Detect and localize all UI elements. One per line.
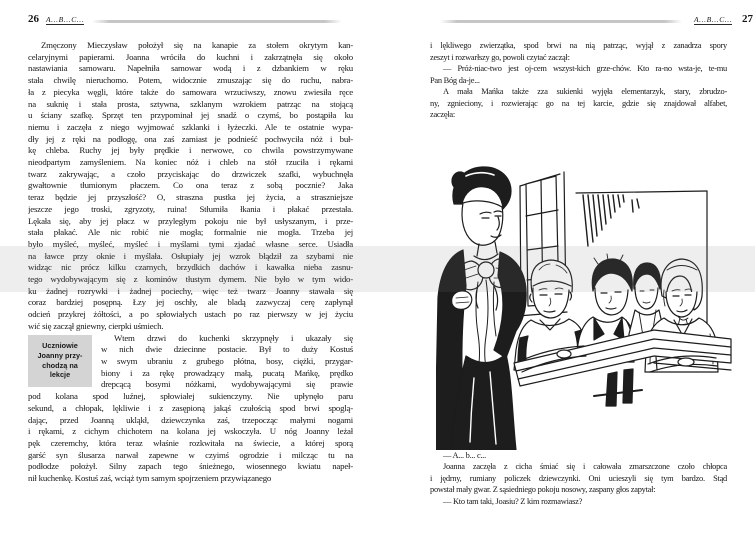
- text-line: ku żadnej rozrywki i żadnej pociechy, więc też twarz Joanny stawała się: [28, 285, 353, 296]
- paragraph: [430, 63, 727, 86]
- text-line: zeszyt i rozwarłszy go, powoli czytać zaczął:: [430, 52, 570, 62]
- text-line: — Kto tam taki, Joasiu? Z kim rozmawiasz?: [443, 496, 583, 506]
- margin-note-line: Joanny przy-: [37, 350, 83, 360]
- teacher-figure: [436, 166, 526, 449]
- text-line: niemu i zaczęła z niego wyjmować szklanki i łyżeczki. Ale te ostatnie wypa-: [28, 121, 353, 132]
- text-line: podłodze położył. Silny zapach tego śnieżnego, wiosennego kwiatu napeł-: [28, 461, 353, 472]
- text-line: jeszcze jego troski, zgryzoty, ruina! Stłumiła łkania i płakać przestała.: [28, 203, 353, 214]
- text-line: i jędrny, rumiany policzek dziewczynki. Oni ucieszyli się tym bardzo. Stąd: [430, 473, 727, 483]
- paragraph: [430, 461, 727, 496]
- paragraph: [430, 40, 727, 63]
- text-line: powstał mały gwar. Z sąsiedniego pokoju nosowy, zaspany głos zapytał:: [430, 485, 656, 494]
- text-line: garść syn ślusarza narwał zapewne w czyimś ogrodzie i milcząc tu na: [28, 449, 353, 460]
- text-line: na ławce przy oknie i myślała. Osłupiały jej wzrok błądził za szybami nie: [28, 250, 353, 261]
- text-line: było myśleć, myśleć, myśleć i myślami tymi zjadać własne serce. Usiadła: [28, 238, 353, 249]
- text-line: Wtem drzwi do kuchenki skrzypnęły i ukazały się: [114, 332, 353, 343]
- text-line: Joanna zaczęła z cicha śmiać się i całowała zmarszczone czoło chłopca: [443, 462, 727, 471]
- text-line: Lękała się, aby jej płacz w przyległym pokoju nie był usłyszanym, i prze-: [28, 215, 353, 226]
- text-line: drepcącą bosymi nóżkami, wydobywającymi się prawie: [101, 379, 353, 390]
- classroom-illustration: [436, 158, 736, 450]
- text-line: stała płakać. Ale nic robić nie mogła; formalnie nie mogła. Trzeba jej: [28, 227, 353, 238]
- text-line: stała chwilę nieruchomo. Potem, widocznie zmuszając się do ruchu, nabra-: [28, 75, 353, 86]
- header-rule: [440, 20, 682, 23]
- text-line: — Próż-niac-two jest oj-cem wszyst-kich grze-chów. Kto ra-no wsta-je, te-mu: [443, 64, 727, 73]
- text-line: u ściany szafkę. Sprzęt ten przypominał jej snadź o czymś, bo postąpiła ku: [28, 110, 353, 121]
- margin-note: [28, 335, 92, 387]
- margin-note-line: lekcje: [49, 370, 71, 380]
- margin-note-line: chodzą na: [42, 360, 78, 370]
- text-line: wić się zaczął gniewny, cierpki uśmiech.: [28, 320, 164, 331]
- text-line: i rękami, z cichym chichotem na kolana jej wskoczyła. U nóg Joanny leżał: [28, 426, 353, 437]
- text-line: i lękliwego zwierzątka, spod brwi na nią patrząc, wyjął z zanadrza spory: [430, 41, 727, 50]
- watermark-band: [0, 246, 755, 292]
- text-line: pęk czeremchy, która teraz właśnie rozkwitała na świecie, a której sporą: [28, 437, 353, 448]
- text-line: pod kolana spod luźnej, spłowiałej sukienczyny. Nie upłynęło paru: [28, 391, 353, 402]
- text-line: nił kuchenkę. Kostuś zaś, wciąż tym samym spojrzeniem przywiązanego: [28, 473, 272, 484]
- text-line: w nich dwie dziecinne postacie. Był to duży Kostuś: [101, 344, 353, 355]
- text-line: gwałtownie tłumionym płaczem. Co ona teraz z sobą pocznie? Jaka: [28, 180, 353, 191]
- classroom-illustration-svg: [436, 158, 736, 450]
- paragraph-block: [430, 450, 727, 508]
- text-line: sekund, a chłopak, lękliwie i z zasępioną jakąś czułością spod brwi spoglą-: [28, 402, 353, 413]
- text-line: coraz bardziej posępną. Łzy jej oschły, ale bladą zazwyczaj cerę zapłynął: [28, 297, 353, 308]
- text-line: ła z piecyka węgli, które także do samowara wrzuciwszy, znowu zwiesiła ręce: [28, 86, 353, 97]
- paragraph-block: [430, 40, 727, 121]
- text-line: widząc nic prócz kilku czarnych, brzydkich dachów i kawałka nieba zasnu-: [28, 262, 353, 273]
- page-number: 26: [28, 13, 39, 25]
- paragraph: [430, 450, 727, 462]
- corner-hatching: [583, 195, 639, 246]
- text-line: Pan Bóg da-je...: [430, 75, 480, 85]
- text-line: Zmęczony Mieczysław położył się na kanapie za stołem okrytym kan-: [41, 40, 353, 50]
- text-line: odcień przykrej żółtości, a po spłowiałych ustach po raz pierwszy w jej życiu: [28, 309, 353, 320]
- text-line: nastawiania samowaru. Napełniła samowar wodą i z dzbankiem w ręku: [28, 63, 353, 74]
- text-line: celaryjnymi papierami. Joanna wróciła do kuchni i zakrzątnęła się około: [28, 51, 353, 62]
- text-line: — A... b... c...: [443, 450, 486, 460]
- running-title: A...B...C...: [46, 15, 85, 24]
- text-line: teraz będzie jej przyszłość? O, straszna pustka jej życia, a straszniejsze: [28, 192, 353, 203]
- page-number: 27: [742, 13, 753, 25]
- paragraph: [430, 496, 727, 508]
- text-line: zaczęła:: [430, 110, 455, 119]
- text-line: A mała Mańka także zza sukienki wyjęła elementarzyk, stary, zbrudzo-: [443, 87, 727, 96]
- text-line: twarz zakrywając, a czoło przyciskając do drzwiczek szafki, wybuchnęła: [28, 168, 353, 179]
- text-line: nieodpartym zamyśleniem. Na koniec nóż i chleb na stół rzuciła i rękami: [28, 157, 353, 168]
- text-line: dając, przed Joanną ukląkł, dziewczynka zaś, trzepocząc małymi nogami: [28, 414, 353, 425]
- text-line: tego wydobywającym się z kominów tłustym dymem. Nie było w tym wido-: [28, 274, 353, 285]
- text-line: ny, zgnieciony, i rozwierając go na tej karcie, gdzie się znajdował alfabet,: [430, 98, 727, 108]
- text-line: dły jej z ręki na podłogę, ona zaś zamiast je podnieść pochwyciła nóż i buł-: [28, 133, 353, 144]
- paragraph: [430, 86, 727, 121]
- text-line: biony i za rękę prowadzący małą, pucatą Mańkę, prędko: [101, 367, 353, 378]
- text-line: w swym ubraniu z grubego płótna, bosy, ciężki, przygar-: [101, 355, 353, 366]
- running-title: A...B...C...: [694, 15, 733, 24]
- header-rule: [92, 20, 342, 23]
- text-line: na suknię i stała prosta, sztywna, szklanym wzrokiem patrząc na stojącą: [28, 98, 353, 109]
- text-line: kę chleba. Ruchy jej były prędkie i nerwowe, co chwila powstrzymywane: [28, 145, 353, 156]
- margin-note-line: Uczniowie: [42, 341, 78, 351]
